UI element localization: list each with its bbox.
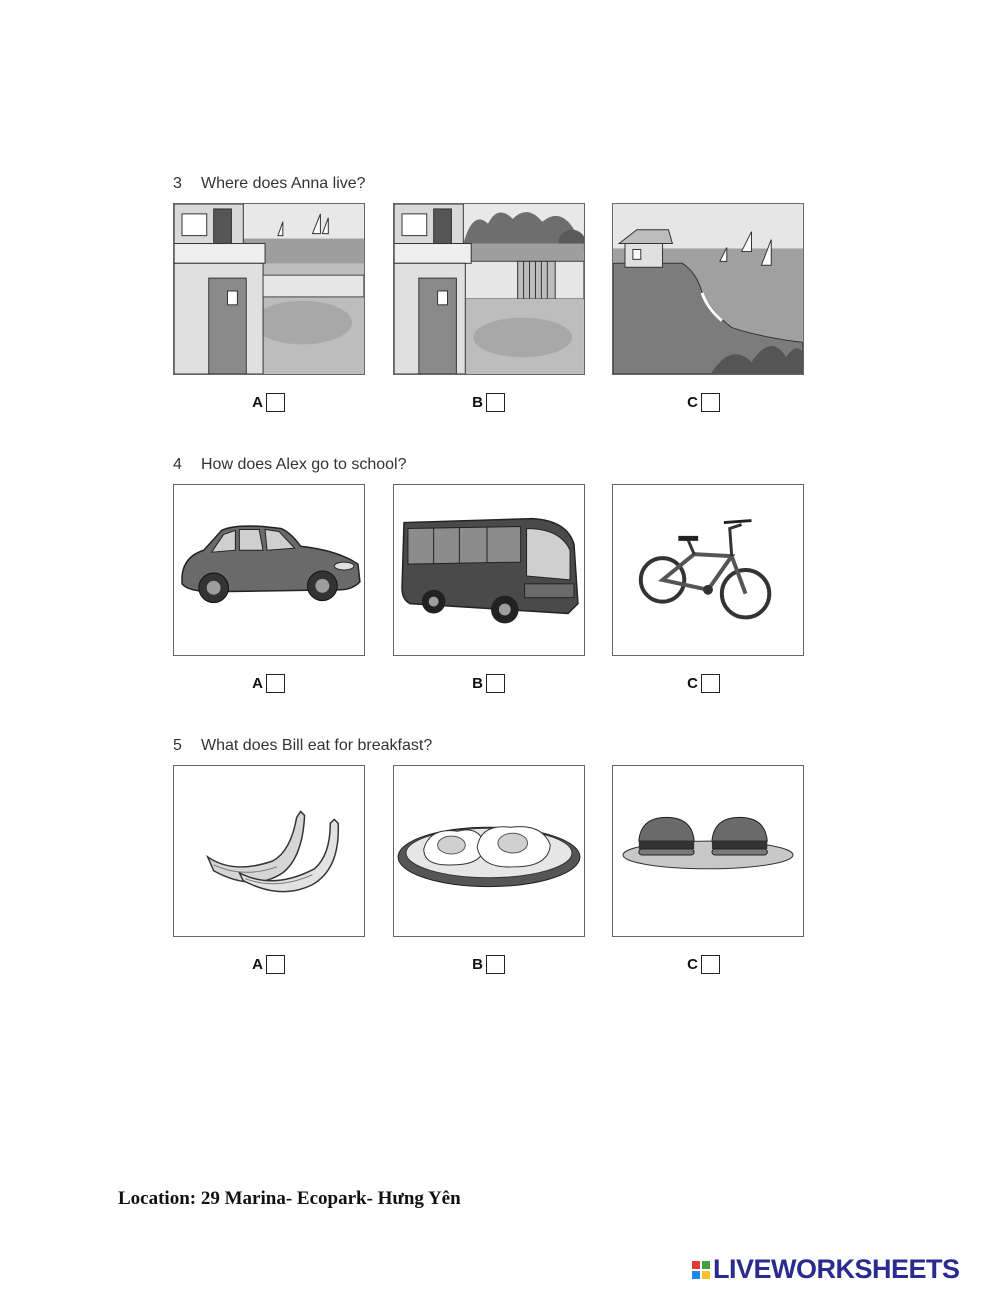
question-text: What does Bill eat for breakfast? [201,737,433,754]
question-4 [173,454,803,706]
cliff-house-image [612,203,804,375]
question-3 [173,173,803,425]
house-by-sea-image [173,203,365,375]
question-number: 4 [173,456,182,473]
option-letter: A [252,675,263,692]
option-letter: C [687,956,698,973]
question-title [173,735,803,757]
fried-eggs-image [393,765,585,937]
option-letter: C [687,394,698,411]
burgers-image [612,765,804,937]
bicycle-image [612,484,804,656]
answer-checkbox[interactable] [486,955,505,974]
answer-checkbox[interactable] [701,393,720,412]
question-title [173,454,803,476]
option-letter: B [472,394,483,411]
answer-checkbox[interactable] [266,674,285,693]
bananas-image [173,765,365,937]
answer-checkbox[interactable] [701,674,720,693]
question-text: How does Alex go to school? [201,456,407,473]
logo-text: LIVEWORKSHEETS [713,1254,960,1284]
answer-checkbox[interactable] [486,393,505,412]
liveworksheets-logo [692,1254,960,1285]
car-image [173,484,365,656]
location-footer: Location: 29 Marina- Ecopark- Hưng Yên [118,1188,461,1209]
question-title [173,173,803,195]
option-letter: A [252,956,263,973]
logo-icon [692,1261,710,1279]
bus-image [393,484,585,656]
answer-checkbox[interactable] [266,393,285,412]
answer-checkbox[interactable] [266,955,285,974]
question-5 [173,735,803,987]
option-letter: B [472,675,483,692]
question-text: Where does Anna live? [201,175,366,192]
answer-checkbox[interactable] [486,674,505,693]
answer-checkbox[interactable] [701,955,720,974]
question-number: 5 [173,737,182,754]
option-letter: C [687,675,698,692]
option-letter: B [472,956,483,973]
question-number: 3 [173,175,182,192]
house-with-garden-image [393,203,585,375]
option-letter: A [252,394,263,411]
